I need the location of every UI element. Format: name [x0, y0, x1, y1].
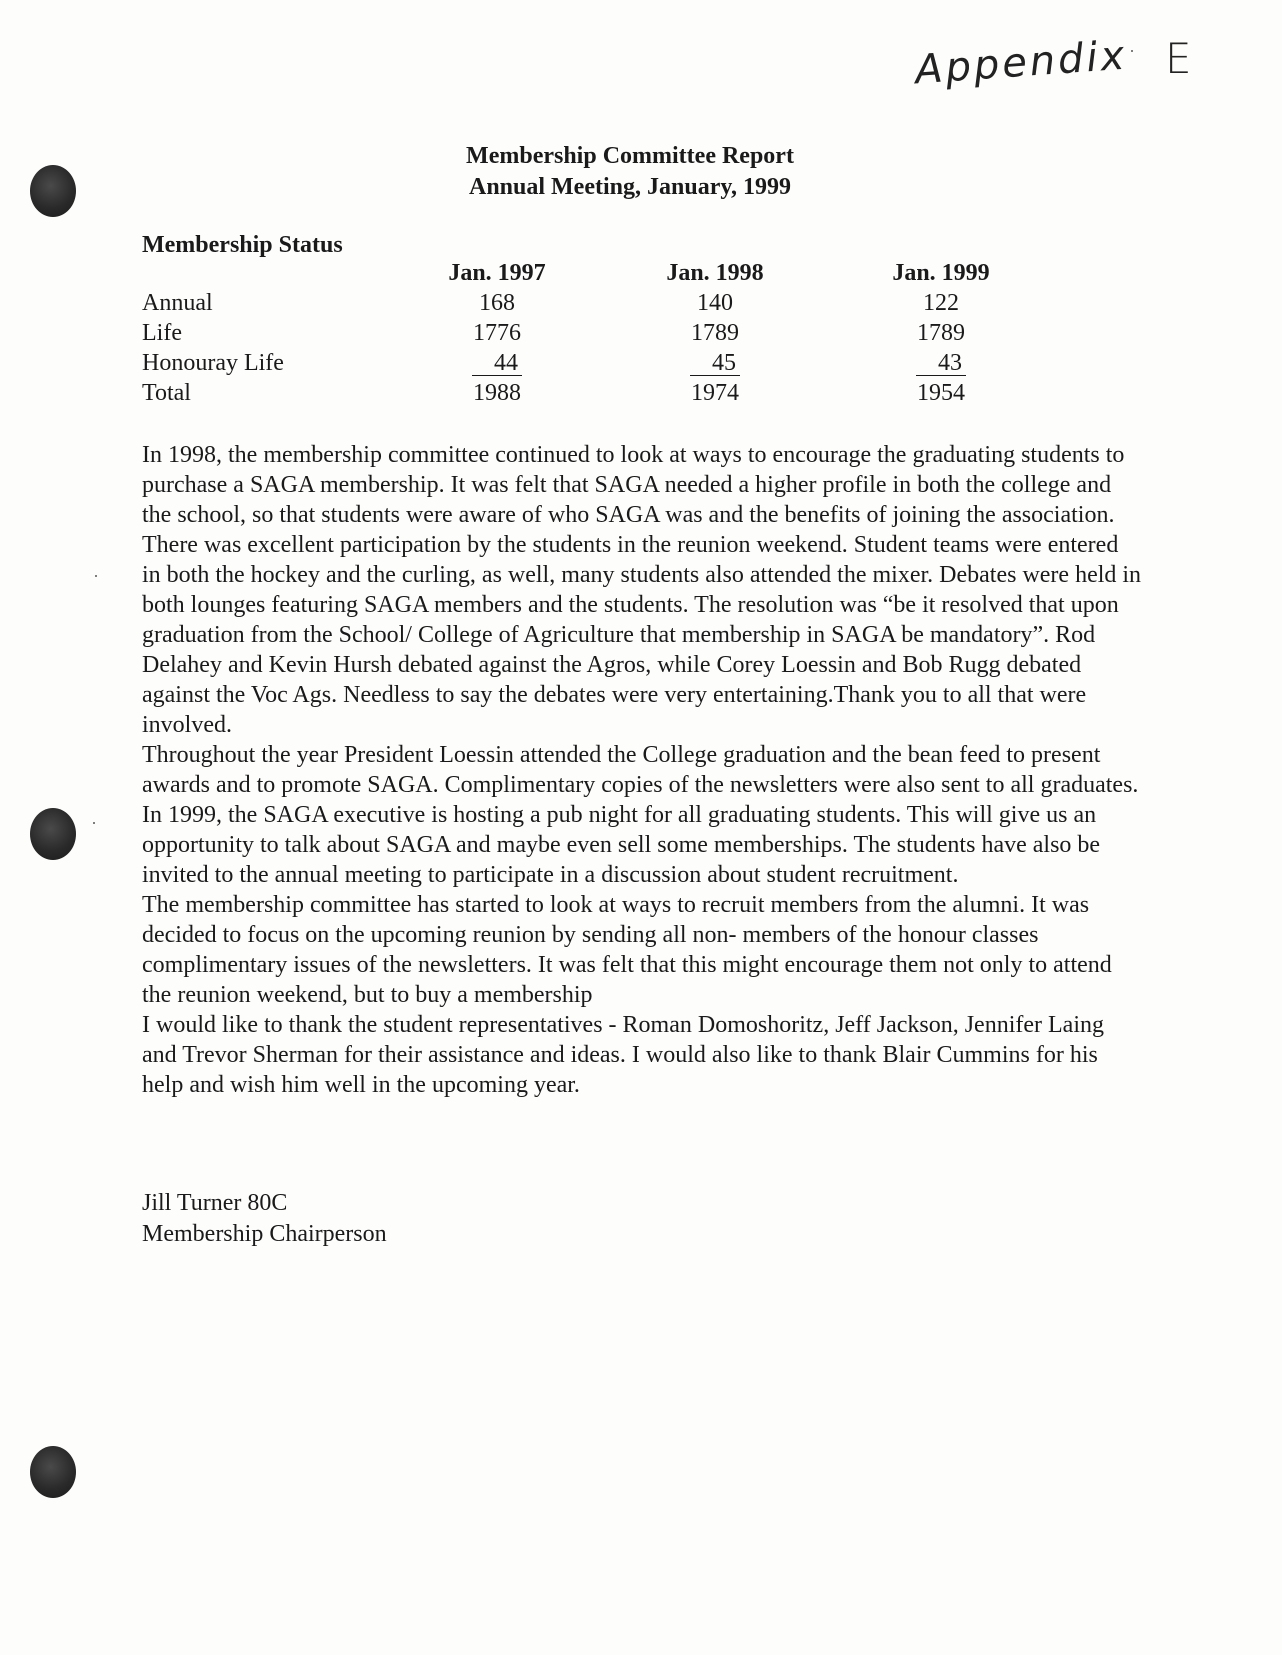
paragraph: In 1999, the SAGA executive is hosting a pub night for all graduating students. This will give us an opportunity to talk about SAGA and maybe even sell some memberships. The students have also be invited to the annual meeting to participate in a discussion about student recruitment.: [142, 802, 1101, 888]
column-header: Jan. 1997: [448, 260, 546, 286]
table-row: [142, 290, 1042, 320]
paragraph: There was excellent participation by the students in the reunion weekend. Student teams were entered in both the hockey and the curling, as well, many students also attended the mixer. Debates were held in both lounges featuring SAGA members and the students. The resolution was “be it resolved that upon graduation from the School/ College of Agriculture that membership in SAGA be mandatory”. Rod Delahey and Kevin Hursh debated against the Agros, while Corey Loessin and Bob Rugg debated against the Voc Ags. Needless to say the debates were very entertaining.Thank you to all that were involved.: [142, 532, 1142, 738]
scan-speck: [95, 575, 97, 577]
table-row: [142, 320, 1042, 350]
table-header-row: [142, 260, 1042, 290]
table-cell: 122: [923, 290, 959, 316]
signature-block: [142, 1188, 387, 1250]
table-cell: 168: [479, 290, 515, 316]
paragraph: In 1998, the membership committee continued to look at ways to encourage the graduating students to purchase a SAGA membership. It was felt that SAGA needed a higher profile in both the college and the school, so that students were aware of who SAGA was and the benefits of joining the association.: [142, 442, 1125, 528]
table-cell: 140: [697, 290, 733, 316]
paragraph: Throughout the year President Loessin attended the College graduation and the bean feed to present awards and to promote SAGA. Complimentary copies of the newsletters were also sent to all graduates.: [142, 742, 1139, 798]
signature-role: Membership Chairperson: [142, 1221, 387, 1247]
column-header: Jan. 1999: [892, 260, 990, 286]
table-cell: [422, 350, 572, 377]
scan-speck: [93, 822, 95, 824]
report-title-line1: Membership Committee Report: [466, 143, 794, 169]
paragraph: The membership committee has started to look at ways to recruit members from the alumni. It was decided to focus on the upcoming reunion by sending all non- members of the honour classes complimentary issues of the newsletters. It was felt that this might encourage them not only to attend the reunion weekend, but to buy a membership: [142, 892, 1112, 1008]
table-cell: [640, 350, 790, 377]
table-cell: 1776: [473, 320, 521, 346]
row-label: Honouray Life: [142, 350, 284, 376]
table-row-total: [142, 380, 1042, 410]
table-cell: 1954: [917, 380, 965, 406]
underlined-value: 43: [916, 351, 966, 376]
table-row: [142, 350, 1042, 380]
column-header: Jan. 1998: [666, 260, 764, 286]
table-cell: 1974: [691, 380, 739, 406]
underlined-value: 44: [472, 351, 522, 376]
row-label: Total: [142, 380, 191, 406]
table-cell: [866, 350, 1016, 377]
report-title: [0, 141, 1260, 203]
signature-name: Jill Turner 80C: [142, 1190, 288, 1216]
report-title-line2: Annual Meeting, January, 1999: [468, 174, 792, 200]
table-cell: 1789: [691, 320, 739, 346]
table-cell: 1988: [473, 380, 521, 406]
membership-status-table: [142, 260, 1042, 410]
row-label: Annual: [142, 290, 213, 316]
handwritten-appendix-label: Appendix: [913, 32, 1129, 94]
scan-speck: [1131, 50, 1133, 52]
table-cell: 1789: [917, 320, 965, 346]
report-body: [142, 440, 1142, 1100]
underlined-value: 45: [690, 351, 740, 376]
punch-hole-bottom: [30, 1446, 76, 1498]
membership-status-heading: Membership Status: [142, 232, 343, 258]
punch-hole-middle: [30, 808, 76, 860]
paragraph: I would like to thank the student representatives - Roman Domoshoritz, Jeff Jackson, Jennifer Laing and Trevor Sherman for their assistance and ideas. I would also like to thank Blair Cummins for his help and wish him well in the upcoming year.: [142, 1012, 1104, 1098]
handwritten-appendix-letter: E: [1165, 34, 1192, 83]
row-label: Life: [142, 320, 182, 346]
